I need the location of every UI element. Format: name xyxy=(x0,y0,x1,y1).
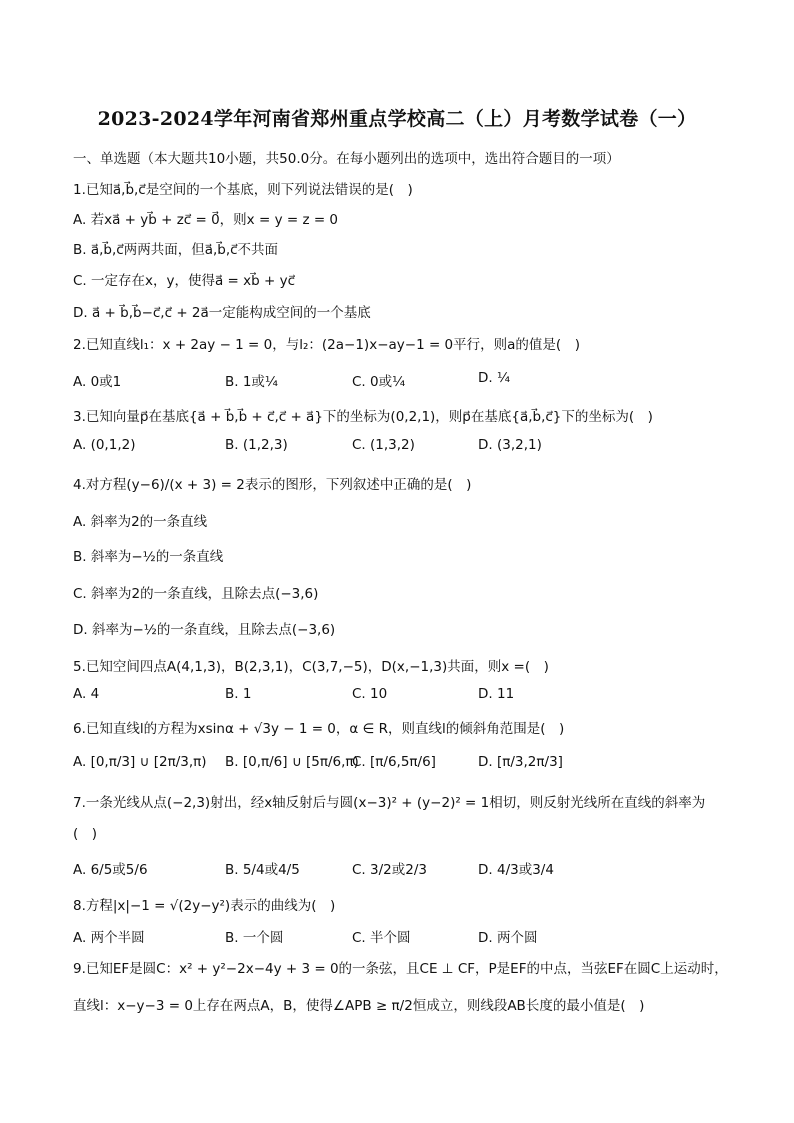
q7-option-a: A. 6/5或5/6 xyxy=(73,862,148,878)
q5-option-c: C. 10 xyxy=(352,686,388,702)
q5-option-b: B. 1 xyxy=(225,686,252,702)
q9-stem: 9.已知EF是圆C：x² + y²−2x−4y + 3 = 0的一条弦，且CE ⊥ CF，P是EF的中点，当弦EF在圆C上运动时， xyxy=(73,961,728,977)
q1-stem: 1.已知a⃗,b⃗,c⃗是空间的一个基底，则下列说法错误的是( ) xyxy=(73,182,413,198)
q8-stem: 8.方程|x|−1 = √(2y−y²)表示的曲线为( ) xyxy=(73,898,336,914)
q4-stem: 4.对方程(y−6)/(x + 3) = 2表示的图形，下列叙述中正确的是( ) xyxy=(73,477,472,493)
q6-option-a: A. [0,π/3] ∪ [2π/3,π) xyxy=(73,754,207,770)
exam-title: 2023-2024学年河南省郑州重点学校高二（上）月考数学试卷（一） xyxy=(97,108,697,130)
q3-option-b: B. (1,2,3) xyxy=(225,437,288,453)
q3-option-a: A. (0,1,2) xyxy=(73,437,136,453)
q7-stem-continued: ( ) xyxy=(73,826,98,842)
q6-option-d: D. [π/3,2π/3] xyxy=(478,754,563,770)
q1-option-c: C. 一定存在x，y，使得a⃗ = xb⃗ + yc⃗ xyxy=(73,273,296,289)
q1-option-b: B. a⃗,b⃗,c⃗两两共面，但a⃗,b⃗,c⃗不共面 xyxy=(73,242,279,258)
q5-option-d: D. 11 xyxy=(478,686,515,702)
q2-stem: 2.已知直线l₁：x + 2ay − 1 = 0，与l₂：(2a−1)x−ay−1 = 0平行，则a的值是( ) xyxy=(73,337,580,353)
q5-stem: 5.已知空间四点A(4,1,3)，B(2,3,1)，C(3,7,−5)，D(x,−1,3)共面，则x =( ) xyxy=(73,659,549,675)
section-heading: 一、单选题（本大题共10小题，共50.0分。在每小题列出的选项中，选出符合题目的一项） xyxy=(73,151,620,167)
q8-option-d: D. 两个圆 xyxy=(478,930,538,946)
q1-option-d: D. a⃗ + b⃗,b⃗−c⃗,c⃗ + 2a⃗一定能构成空间的一个基底 xyxy=(73,305,371,321)
q4-option-d: D. 斜率为−½的一条直线，且除去点(−3,6) xyxy=(73,622,336,638)
q2-option-d: D. ¼ xyxy=(478,370,511,386)
q6-option-c: C. [π/6,5π/6] xyxy=(352,754,436,770)
q5-option-a: A. 4 xyxy=(73,686,100,702)
q6-option-b: B. [0,π/6] ∪ [5π/6,π) xyxy=(225,754,359,770)
q4-option-a: A. 斜率为2的一条直线 xyxy=(73,514,208,530)
q8-option-c: C. 半个圆 xyxy=(352,930,411,946)
q2-option-b: B. 1或¼ xyxy=(225,374,279,390)
q2-option-c: C. 0或¼ xyxy=(352,374,406,390)
q4-option-b: B. 斜率为−½的一条直线 xyxy=(73,549,224,565)
q8-option-a: A. 两个半圆 xyxy=(73,930,145,946)
q7-option-d: D. 4/3或3/4 xyxy=(478,862,554,878)
q6-stem: 6.已知直线l的方程为xsinα + √3y − 1 = 0，α ∈ R，则直线l的倾斜角范围是( ) xyxy=(73,721,565,737)
q3-stem: 3.已知向量p⃗在基底{a⃗ + b⃗,b⃗ + c⃗,c⃗ + a⃗}下的坐标为(0,2,1)，则p⃗在基底{a⃗,b⃗,c⃗}下的坐标为( ) xyxy=(73,409,653,425)
q7-option-c: C. 3/2或2/3 xyxy=(352,862,427,878)
q8-option-b: B. 一个圆 xyxy=(225,930,284,946)
q3-option-d: D. (3,2,1) xyxy=(478,437,542,453)
q2-option-a: A. 0或1 xyxy=(73,374,122,390)
q4-option-c: C. 斜率为2的一条直线，且除去点(−3,6) xyxy=(73,586,319,602)
q3-option-c: C. (1,3,2) xyxy=(352,437,415,453)
q7-stem: 7.一条光线从点(−2,3)射出，经x轴反射后与圆(x−3)² + (y−2)² = 1相切，则反射光线所在直线的斜率为 xyxy=(73,795,706,811)
q1-option-a: A. 若xa⃗ + yb⃗ + zc⃗ = 0⃗，则x = y = z = 0 xyxy=(73,212,339,228)
q9-stem-continued: 直线l：x−y−3 = 0上存在两点A，B，使得∠APB ≥ π/2恒成立，则线段AB长度的最小值是( ) xyxy=(73,998,645,1014)
q7-option-b: B. 5/4或4/5 xyxy=(225,862,300,878)
